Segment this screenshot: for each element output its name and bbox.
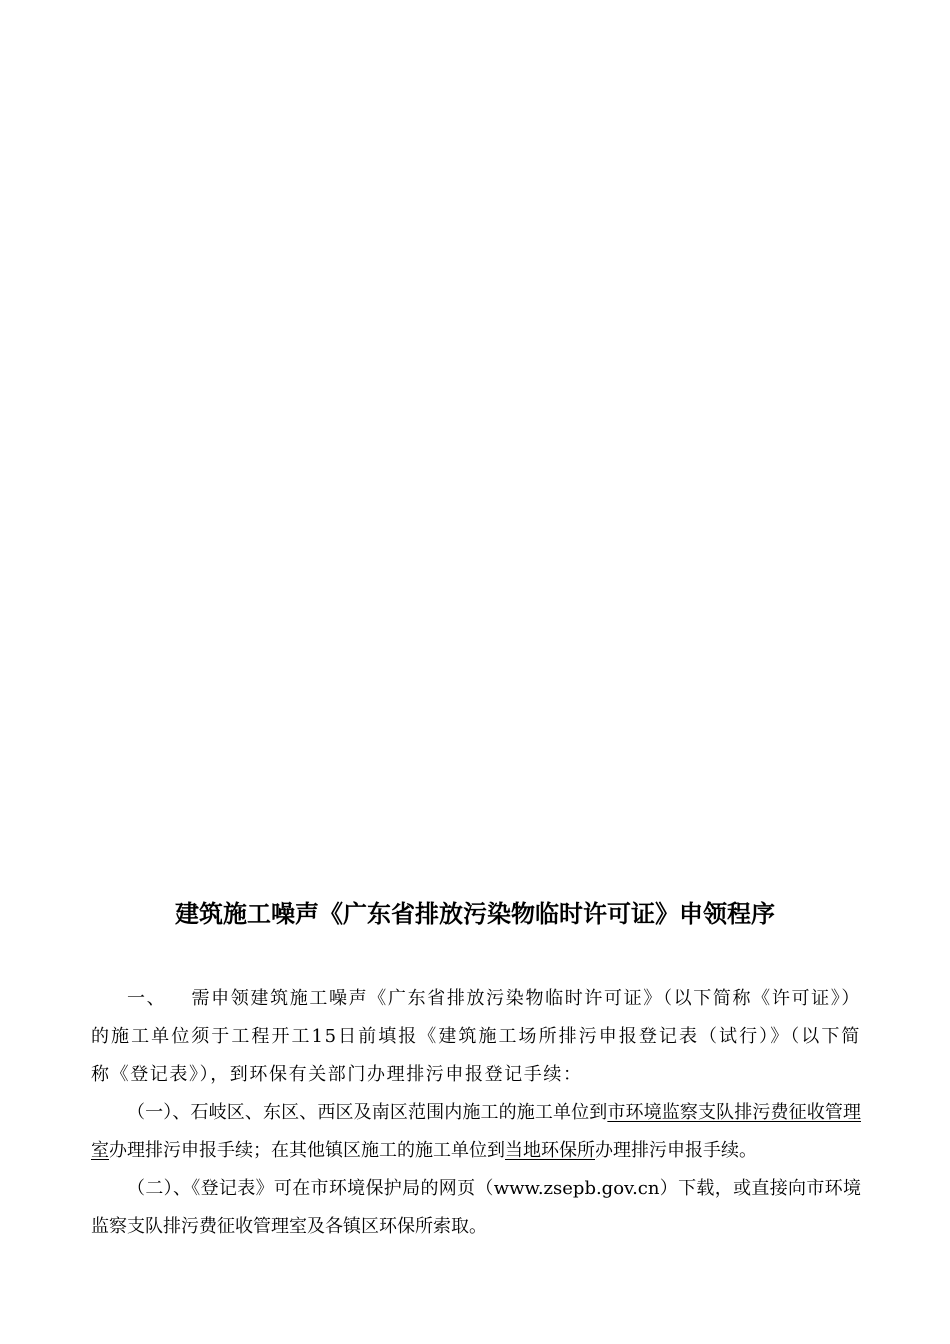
office-link-local-station[interactable]: 当地环保所: [505, 1140, 595, 1161]
section-1-text: 需申领建筑施工噪声《广东省排放污染物临时许可证》（以下简称《许可证》）的施工单位须于工程开工15日前填报《建筑施工场所排污申报登记表（试行）》（以下简称《登记表》），到环保有关部门办理排污申报登记手续：: [91, 988, 862, 1085]
section-1-paragraph: [91, 980, 861, 1094]
office-link-city-monitoring[interactable]: 市环境监察支队排污费征收管理室: [91, 1102, 861, 1161]
item-2-paragraph: （二）、《登记表》可在市环境保护局的网页（www.zsepb.gov.cn）下载，或直接向市环境监察支队排污费征收管理室及各镇区环保所索取。: [91, 1178, 861, 1237]
item-1-prefix: （一）、石岐区、东区、西区及南区范围内施工的施工单位到: [127, 1102, 608, 1123]
item-1-middle: 办理排污申报手续；在其他镇区施工的施工单位到: [109, 1140, 505, 1161]
item-1-suffix: 办理排污申报手续。: [595, 1140, 757, 1161]
document-body: [91, 980, 861, 1246]
section-1-number: 一、: [127, 988, 167, 1009]
item-1-paragraph: [91, 1094, 861, 1170]
document-title: 建筑施工噪声《广东省排放污染物临时许可证》申领程序: [175, 900, 775, 928]
